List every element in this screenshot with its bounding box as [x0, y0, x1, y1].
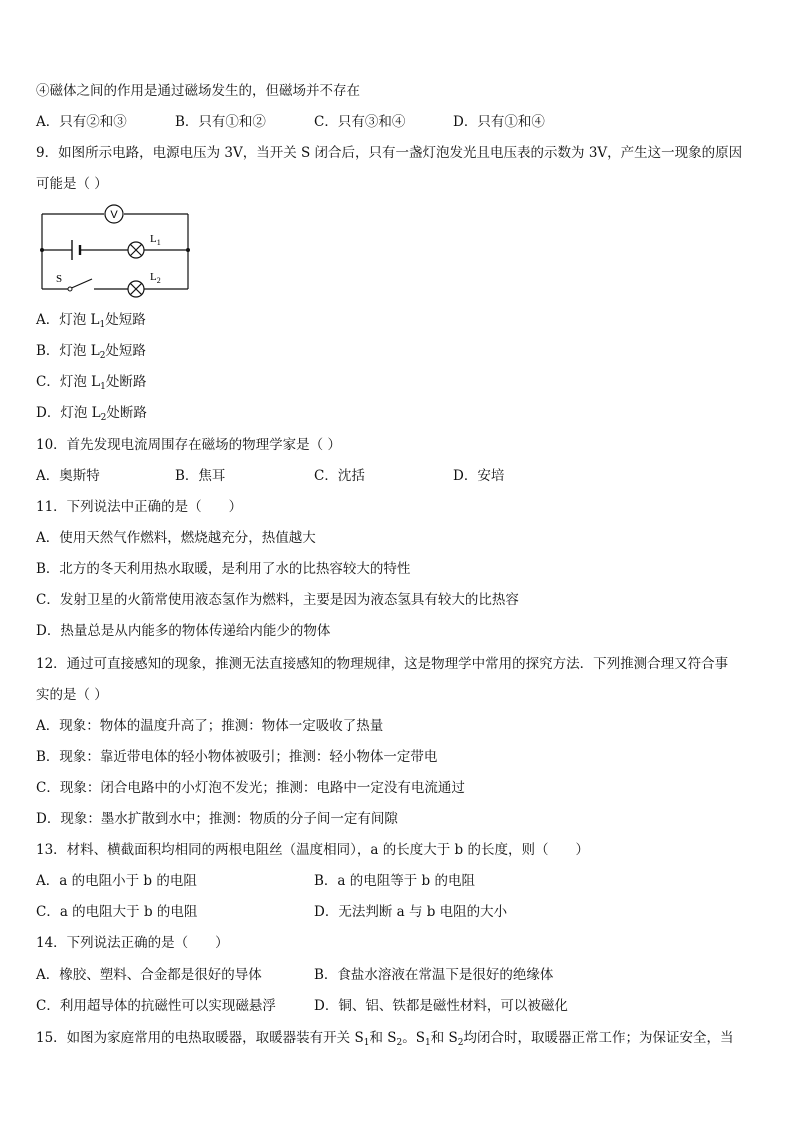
q10-option-a: A．奥斯特	[36, 468, 100, 484]
q13-option-b: B．a 的电阻等于 b 的电阻	[314, 873, 475, 889]
q10-stem: 10．首先发现电流周围存在磁场的物理学家是（ ）	[36, 437, 341, 453]
q9-circuit-diagram	[36, 202, 196, 302]
q11-stem: 11．下列说法中正确的是（ ）	[36, 499, 243, 515]
q11-option-d: D．热量总是从内能多的物体传递给内能少的物体	[36, 623, 331, 639]
q10-option-d: D．安培	[453, 468, 505, 484]
q14-option-d: D．铜、铝、铁都是磁性材料，可以被磁化	[314, 998, 568, 1014]
q14-option-c: C．利用超导体的抗磁性可以实现磁悬浮	[36, 998, 276, 1014]
q12-stem-line-2: 实的是（ ）	[36, 687, 108, 703]
q14-option-a: A．橡胶、塑料、合金都是很好的导体	[36, 967, 262, 983]
q13-option-d: D．无法判断 a 与 b 电阻的大小	[314, 904, 508, 920]
q13-option-c: C．a 的电阻大于 b 的电阻	[36, 904, 198, 920]
voltmeter-symbol	[105, 205, 123, 223]
q10-option-c: C．沈括	[314, 468, 365, 484]
q12-option-b: B．现象：靠近带电体的轻小物体被吸引；推测：轻小物体一定带电	[36, 749, 438, 765]
q12-option-c: C．现象：闭合电路中的小灯泡不发光；推测：电路中一定没有电流通过	[36, 780, 465, 796]
q9-option-b: B．灯泡 $L_2$处短路	[36, 343, 146, 361]
q14-option-b: B．食盐水溶液在常温下是很好的绝缘体	[314, 967, 554, 983]
battery-symbol	[72, 240, 80, 260]
q8-statement-4: ④磁体之间的作用是通过磁场发生的，但磁场并不存在	[36, 83, 360, 99]
q13-option-a: A．a 的电阻小于 b 的电阻	[36, 873, 197, 889]
switch-s-label: S	[56, 273, 63, 285]
lamp-l1-symbol	[128, 242, 144, 258]
q10-option-b: B．焦耳	[175, 468, 226, 484]
lamp-l1-label: $L_1$	[150, 233, 161, 247]
q11-option-b: B．北方的冬天利用热水取暖，是利用了水的比热容较大的特性	[36, 561, 411, 577]
q11-option-c: C．发射卫星的火箭常使用液态氢作为燃料，主要是因为液态氢具有较大的比热容	[36, 592, 519, 608]
q14-stem: 14．下列说法正确的是（ ）	[36, 935, 229, 951]
q8-option-d: D．只有①和④	[453, 114, 545, 130]
q13-stem: 13．材料、横截面积均相同的两根电阻丝（温度相同），a 的长度大于 b 的长度，则（ ）	[36, 842, 589, 858]
voltmeter-label: V	[110, 209, 118, 221]
q9-stem-line-1: 9．如图所示电路，电源电压为 3V，当开关 S 闭合后，只有一盏灯泡发光且电压表的示数为 3V，产生这一现象的原因	[36, 145, 743, 161]
switch-s-symbol	[68, 279, 92, 291]
q11-option-a: A．使用天然气作燃料，燃烧越充分，热值越大	[36, 530, 316, 546]
q8-option-b: B．只有①和②	[175, 114, 266, 130]
q12-stem-line-1: 12．通过可直接感知的现象，推测无法直接感知的物理规律，这是物理学中常用的探究方法．下列推测合理又符合事	[36, 656, 729, 672]
q9-option-a: A．灯泡 $L_1$处短路	[36, 312, 146, 330]
q12-option-d: D．现象：墨水扩散到水中；推测：物质的分子间一定有间隙	[36, 811, 398, 827]
q9-stem-line-2: 可能是（ ）	[36, 176, 108, 192]
q15-stem-line-1: 15．如图为家庭常用的电热取暖器，取暖器装有开关 $S_1$和 $S_2$。$S_1$和 $S_2$均闭合时，取暖器正常工作；为保证安全，当	[36, 1030, 734, 1048]
q9-option-d: D．灯泡 $L_2$处断路	[36, 405, 147, 423]
q8-option-a: A．只有②和③	[36, 114, 127, 130]
lamp-l2-symbol	[128, 281, 144, 297]
q8-option-c: C．只有③和④	[314, 114, 406, 130]
lamp-l2-label: $L_2$	[150, 271, 161, 285]
q12-option-a: A．现象：物体的温度升高了；推测：物体一定吸收了热量	[36, 718, 384, 734]
q9-option-c: C．灯泡 $L_1$处断路	[36, 374, 147, 392]
